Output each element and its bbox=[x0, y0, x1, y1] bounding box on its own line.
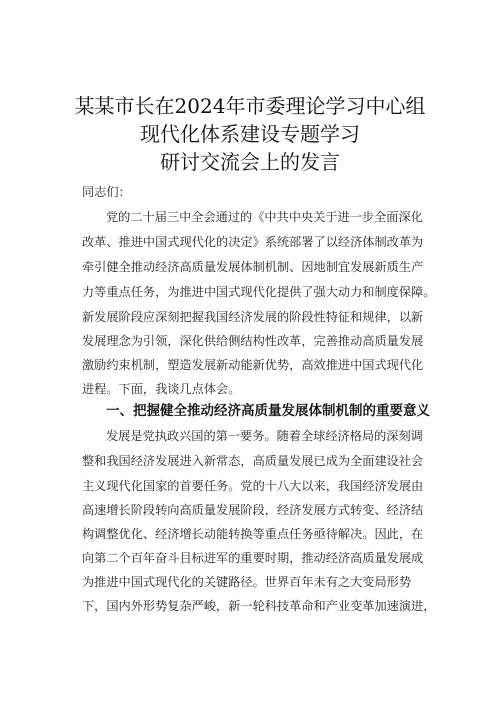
paragraph-line: 改革、推进中国式现代化的决定》系统部署了以经济体制改革为 bbox=[82, 235, 424, 249]
paragraph-line: 激励约束机制，塑造发展新动能新优势，高效推进中国式现代化 bbox=[82, 358, 424, 372]
document-title bbox=[0, 92, 500, 176]
salutation: 同志们： bbox=[82, 185, 131, 199]
title-line-3: 研讨交流会上的发言 bbox=[160, 150, 340, 174]
paragraph-line: 构调整优化、经济增长动能转换等重点任务亟待解决。因此，在 bbox=[82, 527, 424, 541]
paragraph-line: 为推进中国式现代化的关键路径。世界百年未有之大变局形势 bbox=[82, 575, 412, 589]
paragraph-line: 新发展阶段应深刻把握我国经济发展的阶段性特征和规律，以新 bbox=[82, 310, 424, 324]
title-line-2: 现代化体系建设专题学习 bbox=[140, 122, 360, 146]
section-heading: 一、把握健全推动经济高质量发展体制机制的重要意义 bbox=[106, 403, 430, 419]
paragraph-line: 下，国内外形势复杂严峻，新一轮科技革命和产业变革加速演进， bbox=[82, 599, 436, 613]
paragraph-line: 向第二个百年奋斗目标进军的重要时期，推动经济高质量发展成 bbox=[82, 551, 424, 565]
paragraph-line: 发展理念为引领，深化供给侧结构性改革，完善推动高质量发展 bbox=[82, 334, 424, 348]
paragraph-line: 整和我国经济发展进入新常态，高质量发展已成为全面建设社会 bbox=[82, 454, 424, 468]
paragraph-line: 力等重点任务，为推进中国式现代化提供了强大动力和制度保障。 bbox=[82, 285, 436, 299]
paragraph-line: 主义现代化国家的首要任务。党的十八大以来，我国经济发展由 bbox=[82, 479, 424, 493]
paragraph-line: 发展是党执政兴国的第一要务。随着全球经济格局的深刻调 bbox=[106, 429, 423, 443]
paragraph-line: 进程。下面，我谈几点体会。 bbox=[82, 382, 241, 396]
title-line-1: 某某市长在2024年市委理论学习中心组 bbox=[74, 94, 426, 118]
paragraph-line: 高速增长阶段转向高质量发展阶段，经济发展方式转变、经济结 bbox=[82, 503, 424, 517]
paragraph-line: 党的二十届三中全会通过的《中共中央关于进一步全面深化 bbox=[106, 210, 423, 224]
paragraph-line: 牵引健全推动经济高质量发展体制机制、因地制宜发展新质生产 bbox=[82, 260, 424, 274]
